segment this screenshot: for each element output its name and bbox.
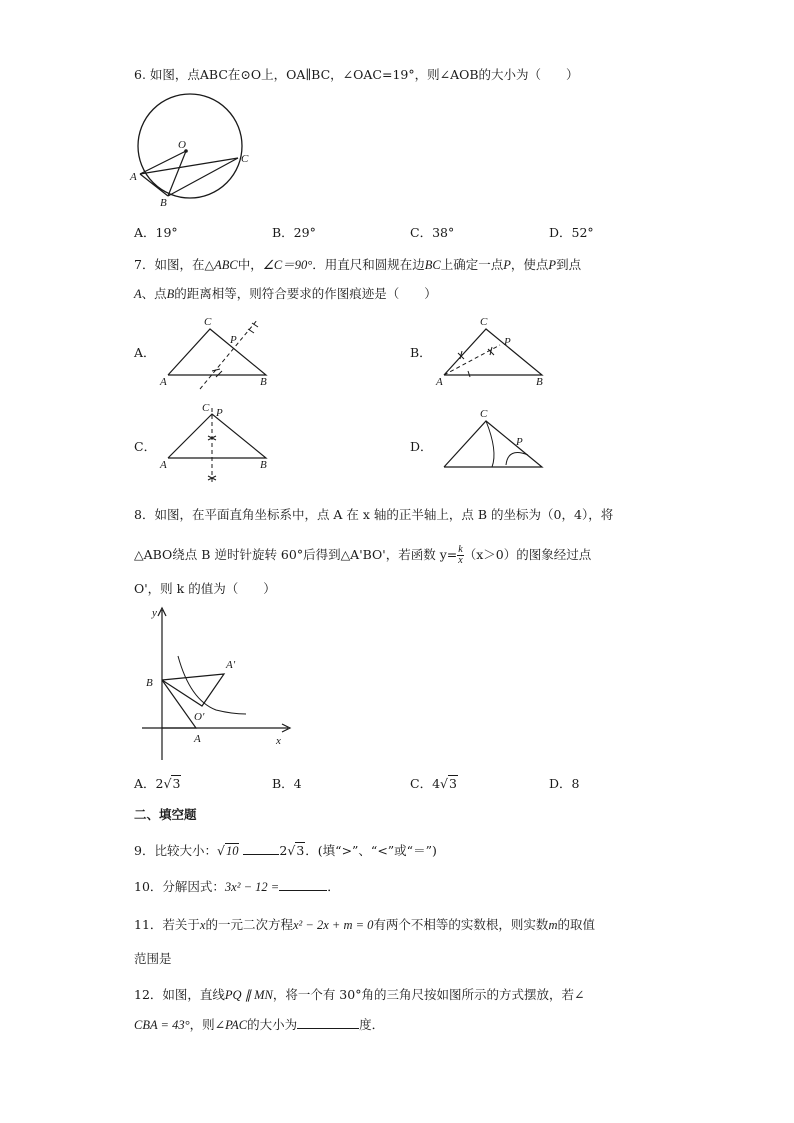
q7-text: ，使点 bbox=[510, 257, 549, 272]
q7-option-d[interactable]: D． bbox=[410, 439, 433, 454]
label-p: P bbox=[516, 436, 523, 448]
q8-stem-line3: O'，则 k 的值为（ ） bbox=[134, 581, 276, 596]
label-b: B bbox=[146, 677, 153, 689]
q7-angle-c: ∠C＝90° bbox=[262, 258, 313, 272]
label-b: B bbox=[160, 197, 167, 209]
q11-text: 范围是 bbox=[134, 951, 172, 966]
q8-coordinate-figure bbox=[140, 604, 300, 764]
radicand: 10 bbox=[225, 844, 239, 858]
q12-angle-cba: CBA = 43° bbox=[134, 1018, 190, 1032]
option-text: C．4 bbox=[410, 776, 441, 791]
q8-option-a[interactable] bbox=[134, 775, 181, 793]
q10-stem bbox=[134, 878, 340, 896]
q6-circle-figure bbox=[130, 98, 260, 210]
q9-stem bbox=[134, 842, 437, 860]
triangle-abc bbox=[168, 329, 266, 375]
q7-stem-line2 bbox=[134, 285, 437, 303]
label-x: x bbox=[276, 735, 281, 747]
label-c: C bbox=[480, 316, 488, 328]
label-o-prime: O′ bbox=[194, 711, 205, 723]
q7-text: 7．如图，在△ bbox=[134, 257, 215, 272]
q8-option-d[interactable]: D．8 bbox=[549, 776, 580, 791]
answer-blank[interactable] bbox=[243, 842, 279, 855]
fraction-numerator: k bbox=[458, 544, 463, 555]
q10-text: ． bbox=[327, 879, 340, 894]
answer-blank[interactable] bbox=[279, 878, 327, 891]
q8-option-b[interactable]: B．4 bbox=[272, 776, 302, 791]
sqrt-icon: √ bbox=[216, 843, 225, 858]
segment-ob bbox=[168, 151, 186, 196]
q6-option-b[interactable]: B．29° bbox=[272, 225, 316, 240]
q12-stem-line2 bbox=[134, 1016, 384, 1034]
option-text: A．2 bbox=[134, 776, 164, 791]
q11-text: 的一元二次方程 bbox=[205, 917, 293, 932]
q7-a: A bbox=[134, 287, 142, 301]
answer-blank[interactable] bbox=[297, 1016, 359, 1029]
q8-stem-line1: 8．如图，在平面直角坐标系中，点 A 在 x 轴的正半轴上，点 B 的坐标为（0，4），将 bbox=[134, 507, 614, 522]
label-c: C bbox=[241, 153, 249, 165]
label-a: A bbox=[194, 733, 201, 745]
q7-text: ．用直尺和圆规在边 bbox=[312, 257, 425, 272]
q12-text: 12．如图，直线 bbox=[134, 987, 225, 1002]
q12-pac: PAC bbox=[225, 1018, 248, 1032]
q10-expression: 3x² − 12 = bbox=[224, 880, 280, 894]
q11-text: 11．若关于 bbox=[134, 917, 200, 932]
q7-stem-line1 bbox=[134, 256, 581, 274]
compass-arc bbox=[486, 421, 494, 467]
q9-text: 9．比较大小： bbox=[134, 843, 217, 858]
q7-text: 到点 bbox=[556, 257, 582, 272]
label-b: B bbox=[260, 459, 267, 471]
arc-mark bbox=[212, 369, 222, 377]
circle-o bbox=[138, 94, 242, 198]
segment-ab bbox=[140, 174, 168, 196]
q11-x: x bbox=[199, 918, 206, 932]
q9-text: 2 bbox=[279, 843, 288, 858]
q11-stem-line2 bbox=[134, 950, 232, 968]
q7-p: P bbox=[503, 258, 511, 272]
label-c: C bbox=[480, 408, 488, 420]
q11-equation: x² − 2x + m = 0 bbox=[292, 918, 374, 932]
sqrt-icon: √ bbox=[440, 776, 448, 791]
q12-text: 的大小为 bbox=[247, 1017, 298, 1032]
label-c: C bbox=[204, 316, 212, 328]
q7-b: B bbox=[166, 287, 175, 301]
q6-option-c[interactable]: C．38° bbox=[410, 225, 455, 240]
q7-option-b[interactable]: B． bbox=[410, 345, 432, 360]
label-a: A bbox=[130, 171, 137, 183]
q8-text: （x＞0）的图象经过点 bbox=[463, 547, 592, 562]
q7-p2: P bbox=[548, 258, 557, 272]
label-y: y bbox=[152, 607, 157, 619]
label-p: P bbox=[230, 334, 237, 346]
sqrt-icon: √ bbox=[287, 843, 296, 858]
q9-text: ．(填“>”、“<”或“＝”) bbox=[305, 843, 437, 858]
triangle-abc bbox=[168, 414, 266, 458]
q7-figure-c bbox=[160, 402, 275, 487]
label-a: A bbox=[160, 459, 167, 471]
q6-option-a[interactable]: A．19° bbox=[134, 225, 178, 240]
hyperbola bbox=[178, 656, 246, 714]
q7-abc: ABC bbox=[214, 258, 238, 272]
q7-bc: BC bbox=[424, 258, 441, 272]
label-c: C bbox=[202, 402, 210, 414]
label-a: A bbox=[436, 376, 443, 388]
q10-text: 10．分解因式： bbox=[134, 879, 225, 894]
sqrt-icon: √ bbox=[163, 776, 172, 791]
q7-figure-b bbox=[436, 315, 551, 390]
label-p: P bbox=[216, 407, 223, 419]
q12-text: ，则∠ bbox=[189, 1017, 226, 1032]
label-a: A bbox=[160, 376, 167, 388]
q12-pq-mn: PQ ∥ MN bbox=[224, 988, 273, 1002]
label-p: P bbox=[504, 336, 511, 348]
radicand: 3 bbox=[172, 776, 181, 791]
triangle-abc bbox=[444, 329, 542, 375]
section-title: 二、填空题 bbox=[134, 807, 197, 822]
q7-text: 中， bbox=[237, 257, 263, 272]
q6-stem: 6. 如图，点ABC在⊙O上，OA∥BC，∠OAC=19°，则∠AOB的大小为（ ） bbox=[134, 67, 579, 82]
q7-text: 、点 bbox=[141, 286, 167, 301]
label-a-prime: A′ bbox=[226, 659, 236, 671]
radicand: 3 bbox=[296, 843, 305, 858]
label-b: B bbox=[260, 376, 267, 388]
q7-text: 上确定一点 bbox=[440, 257, 504, 272]
q12-text: ，将一个有 30°角的三角尺按如图所示的方式摆放，若∠ bbox=[272, 987, 585, 1002]
q12-stem-line1 bbox=[134, 986, 584, 1004]
label-b: B bbox=[536, 376, 543, 388]
label-o: O bbox=[178, 139, 186, 151]
q7-figure-a bbox=[160, 315, 275, 390]
q11-text: 的取值 bbox=[557, 917, 595, 932]
q11-stem-line1 bbox=[134, 916, 595, 934]
q12-text: 度． bbox=[359, 1017, 385, 1032]
q7-option-c[interactable]: C． bbox=[134, 439, 157, 454]
q8-stem-line2 bbox=[134, 542, 591, 568]
q8-option-c[interactable] bbox=[410, 775, 458, 793]
q8-text: △ABO绕点 B 逆时针旋转 60°后得到△A'BO'，若函数 y= bbox=[134, 547, 458, 562]
q6-option-d[interactable]: D．52° bbox=[549, 225, 594, 240]
q11-m: m bbox=[548, 918, 558, 932]
arc-mark bbox=[248, 323, 258, 333]
radicand: 3 bbox=[449, 776, 457, 791]
q7-figure-d bbox=[436, 405, 551, 483]
q7-option-a[interactable]: A． bbox=[134, 345, 156, 360]
compass-arc bbox=[506, 453, 528, 465]
q7-text: 的距离相等，则符合要求的作图痕迹是（ ） bbox=[174, 286, 437, 301]
arc-mark bbox=[468, 371, 470, 377]
fraction-denominator: x bbox=[458, 555, 463, 566]
q11-text: 有两个不相等的实数根，则实数 bbox=[373, 917, 549, 932]
